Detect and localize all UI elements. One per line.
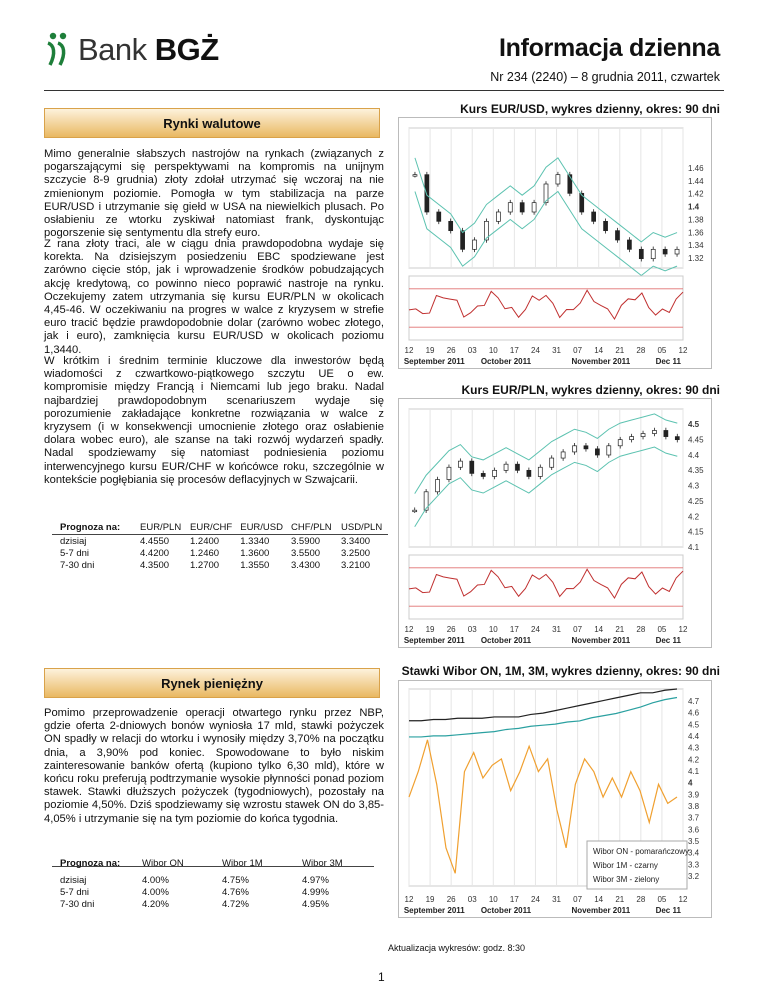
candle-body: [604, 221, 608, 230]
legend-entry: Wibor 3M - zielony: [593, 875, 660, 884]
x-tick-label: 31: [552, 346, 561, 355]
candle-body: [618, 440, 622, 446]
y-tick-label: 4.5: [688, 720, 700, 730]
x-tick-label: 05: [657, 346, 667, 355]
y-tick-label: 1.32: [688, 254, 704, 263]
x-tick-label: 03: [467, 895, 477, 904]
table-cell: dzisiaj: [60, 874, 87, 886]
chart-eurusd: [398, 117, 712, 369]
x-tick-label: 12: [678, 625, 688, 634]
candle-body: [413, 175, 417, 177]
fx-col-header: USD/PLN: [341, 521, 383, 533]
oscillator-panel: [409, 555, 683, 619]
legend-entry: Wibor 1M - czarny: [593, 861, 658, 870]
x-tick-label: 21: [615, 895, 625, 904]
table-row: [56, 535, 387, 547]
y-tick-label: 3.8: [688, 802, 700, 811]
money-col-header: Prognoza na:: [60, 857, 121, 869]
page-number: 1: [378, 970, 385, 984]
y-tick-label: 3.2: [688, 872, 700, 881]
table-row: [56, 898, 378, 910]
y-tick-label: 4: [688, 778, 693, 788]
candle-body: [532, 203, 536, 212]
x-tick-label: 17: [509, 625, 519, 634]
x-tick-label: 21: [615, 625, 625, 634]
x-tick-label: 24: [531, 625, 540, 634]
x-tick-label: 07: [573, 625, 583, 634]
x-tick-label: 12: [404, 625, 414, 634]
table-cell: 5-7 dni: [60, 886, 90, 898]
money-col-header: Wibor 1M: [222, 857, 263, 869]
table-row: [56, 559, 387, 571]
candle-body: [592, 212, 596, 221]
candle-body: [584, 446, 588, 449]
table-cell: 3.2100: [341, 559, 371, 571]
candle-body: [473, 240, 477, 249]
candle-body: [458, 461, 462, 467]
y-tick-label: 4.2: [688, 512, 700, 522]
chart-title-eurusd: Kurs EUR/USD, wykres dzienny, okres: 90 dni: [460, 102, 720, 116]
chart-title-eurpln: Kurs EUR/PLN, wykres dzienny, okres: 90 dni: [461, 383, 720, 397]
x-tick-label: 12: [404, 346, 414, 355]
table-cell: 4.75%: [222, 874, 249, 886]
fx-col-header: Prognoza na:: [60, 521, 121, 533]
table-cell: 5-7 dni: [60, 547, 90, 559]
y-tick-label: 4.25: [688, 496, 704, 506]
candle-body: [413, 510, 417, 512]
money-col-header: Wibor 3M: [302, 857, 343, 869]
fx-col-header: EUR/USD: [240, 521, 283, 533]
x-tick-label: 26: [446, 895, 456, 904]
y-tick-label: 3.4: [688, 848, 700, 858]
table-cell: 4.00%: [142, 886, 169, 898]
x-month-label: Dec 11: [655, 906, 681, 915]
x-tick-label: 10: [488, 895, 498, 904]
candle-body: [515, 464, 519, 470]
table-cell: 1.2700: [190, 559, 220, 571]
y-tick-label: 4.2: [688, 755, 700, 765]
candle-body: [449, 221, 453, 230]
candle-body: [437, 212, 441, 221]
y-tick-label: 3.6: [688, 825, 700, 835]
header-divider: [44, 90, 724, 91]
y-tick-label: 1.44: [688, 176, 704, 186]
x-month-label: November 2011: [571, 357, 631, 366]
x-month-label: September 2011: [403, 636, 465, 645]
y-tick-label: 4.15: [688, 527, 704, 537]
x-tick-label: 19: [425, 895, 435, 904]
y-tick-label: 3.9: [688, 790, 700, 800]
x-month-label: Dec 11: [655, 636, 681, 645]
x-tick-label: 19: [425, 346, 435, 355]
table-row: [56, 874, 378, 886]
candle-body: [651, 249, 655, 258]
candle-body: [481, 473, 485, 476]
fx-col-header: EUR/CHF: [190, 521, 233, 533]
candle-body: [504, 464, 508, 470]
y-tick-label: 3.5: [688, 837, 700, 846]
table-cell: 4.95%: [302, 898, 329, 910]
candle-body: [663, 249, 667, 254]
fx-col-header: EUR/PLN: [140, 521, 182, 533]
document-title: Informacja dzienna: [498, 34, 720, 62]
x-tick-label: 03: [467, 625, 477, 634]
y-tick-label: 4.7: [688, 697, 700, 706]
x-tick-label: 10: [488, 625, 498, 634]
y-tick-label: 3.7: [688, 813, 700, 823]
x-tick-label: 28: [636, 346, 646, 355]
candle-body: [561, 452, 565, 458]
money-paragraph-1: Pomimo przeprowadzenie operacji otwartego rynku przez NBP, gdzie oferta 2-dniowych bonów wyniosła 17 mld, stawki pożyczek ON spadły w relacji do wtorku i wynosiły między 3,70% na początku dnia, a 3,90% pod koniec. Spowodowane to było niskim zainteresowanie banków ofertą (kupiono tylko 6,30 mld), które w końcu roku preferują podtrzymanie wysokie płynności ponad poziom stawek. Stawki dłuższych pożyczek (tygodniowych), pozostały na poziomie 4,50%. Dziś spodziewamy się wzrostu stawek ON do 3,85-4,05% i utrzymanie się na tym poziomie do końca tygodnia.: [44, 707, 384, 825]
candle-body: [630, 437, 634, 440]
section-heading-fx: Rynki walutowe: [44, 108, 380, 138]
x-tick-label: 07: [573, 346, 583, 355]
candle-body: [639, 249, 643, 258]
table-cell: 3.4300: [291, 559, 321, 571]
candle-body: [573, 446, 577, 452]
y-tick-label: 1.46: [688, 164, 704, 173]
x-tick-label: 26: [446, 346, 456, 355]
candle-body: [607, 446, 611, 455]
x-month-label: September 2011: [403, 357, 465, 366]
y-tick-label: 4.45: [688, 435, 704, 445]
candle-body: [527, 470, 531, 476]
y-tick-label: 1.4: [688, 202, 700, 212]
candle-body: [461, 231, 465, 250]
table-cell: 4.4550: [140, 535, 170, 547]
candle-body: [496, 212, 500, 221]
oscillator-panel: [409, 276, 683, 340]
candle-body: [675, 437, 679, 440]
x-month-label: October 2011: [480, 357, 532, 366]
bank-logo-icon: [44, 31, 72, 69]
x-month-label: November 2011: [571, 906, 631, 915]
table-cell: 3.3400: [341, 535, 371, 547]
candle-body: [556, 175, 560, 184]
table-cell: 1.3600: [240, 547, 270, 559]
candle-body: [447, 467, 451, 479]
x-tick-label: 12: [404, 895, 414, 904]
document-subtitle: Nr 234 (2240) – 8 grudnia 2011, czwartek: [490, 70, 720, 84]
bank-logo: [44, 30, 219, 70]
fx-paragraph-2: Z rana złoty traci, ale w ciągu dnia prawdopodobna wydaje się korekta. Na dzisiejszym posiedzeniu EBC spodziewane jest zarówno cięcie stóp, jak i wprowadzenie środków pobudzających akcję kredytową, co powinno nieco poprawić nastroje na rynku. Oczekujemy zatem utrzymania się kursu EUR/PLN w okolicach 4,45-46. W oczekiwaniu na progres w walce z kryzysem w strefie euro tracić będzie prawdopodobnie dolar (zarówno wobec złotego, jak i euro), zamknięcia kursu EUR/USD w okolicach poziomu 1,3440.: [44, 238, 384, 356]
table-cell: 4.00%: [142, 874, 169, 886]
candle-body: [595, 449, 599, 455]
table-cell: 4.3500: [140, 559, 170, 571]
x-tick-label: 05: [657, 625, 667, 634]
x-tick-label: 17: [509, 895, 519, 904]
y-tick-label: 3.3: [688, 860, 700, 870]
legend-entry: Wibor ON - pomarańczowy: [593, 847, 690, 856]
y-tick-label: 1.42: [688, 189, 704, 199]
x-tick-label: 31: [552, 895, 561, 904]
table-cell: 4.99%: [302, 886, 329, 898]
candle-body: [627, 240, 631, 249]
table-cell: 4.4200: [140, 547, 170, 559]
candle-body: [493, 470, 497, 476]
candle-body: [508, 203, 512, 212]
candle-body: [664, 430, 668, 436]
x-tick-label: 17: [509, 346, 519, 355]
fx-forecast-table: [56, 519, 387, 571]
fx-paragraph-1: Mimo generalnie słabszych nastrojów na rynkach (związanych z pogarszającymi się perspektywami na kompromis na unijnym szczycie 8-9 grudnia) złoty zdołał utrzymać się wczoraj na nie zmienionym poziomie. Pomogła w tym stabilizacja na parze EUR/USD i utrzymanie się giełd w USA na niewielkich plusach. Po osłabieniu ze wtorku zyskiwał natomiast frank, dyskontując pogorszenie się sentymentu dla strefy euro.: [44, 148, 384, 240]
table-row: [56, 886, 378, 898]
table-cell: dzisiaj: [60, 535, 87, 547]
section-heading-money: Rynek pieniężny: [44, 668, 380, 698]
x-tick-label: 28: [636, 625, 646, 634]
table-cell: 1.2400: [190, 535, 220, 547]
chart-eurpln: [398, 398, 712, 648]
y-tick-label: 4.4: [688, 732, 700, 741]
x-tick-label: 05: [657, 895, 667, 904]
x-month-label: October 2011: [480, 636, 532, 645]
x-tick-label: 03: [467, 346, 477, 355]
table-cell: 4.72%: [222, 898, 249, 910]
fx-col-header: CHF/PLN: [291, 521, 332, 533]
y-tick-label: 4.4: [688, 450, 700, 460]
candle-body: [538, 467, 542, 476]
candle-body: [425, 175, 429, 212]
candle-body: [470, 461, 474, 473]
table-cell: 7-30 dni: [60, 559, 95, 571]
chart-wibor: [398, 680, 712, 918]
x-tick-label: 26: [446, 625, 456, 634]
candle-body: [641, 434, 645, 437]
x-tick-label: 31: [552, 625, 561, 634]
candle-body: [652, 430, 656, 433]
x-month-label: October 2011: [480, 906, 532, 915]
y-tick-label: 4.3: [688, 481, 700, 491]
table-row: [56, 547, 387, 559]
money-forecast-table: [56, 852, 378, 910]
table-cell: 4.97%: [302, 874, 329, 886]
table-cell: 1.3550: [240, 559, 270, 571]
x-tick-label: 28: [636, 895, 646, 904]
x-month-label: November 2011: [571, 636, 631, 645]
y-tick-label: 4.3: [688, 743, 700, 753]
chart-title-wibor: Stawki Wibor ON, 1M, 3M, wykres dzienny, okres: 90 dni: [401, 664, 720, 678]
y-tick-label: 4.1: [688, 543, 700, 552]
x-tick-label: 12: [678, 895, 688, 904]
y-tick-label: 4.6: [688, 708, 700, 718]
y-tick-label: 4.5: [688, 420, 700, 429]
x-tick-label: 24: [531, 895, 540, 904]
candle-body: [436, 480, 440, 492]
x-tick-label: 14: [594, 895, 604, 904]
candle-body: [675, 249, 679, 254]
x-tick-label: 14: [594, 625, 604, 634]
y-tick-label: 4.1: [688, 767, 700, 776]
y-tick-label: 4.35: [688, 466, 704, 476]
candle-body: [568, 175, 572, 194]
x-tick-label: 14: [594, 346, 604, 355]
x-tick-label: 10: [488, 346, 498, 355]
chart-update-note: Aktualizacja wykresów: godz. 8:30: [388, 943, 526, 953]
candle-body: [550, 458, 554, 467]
table-cell: 4.20%: [142, 898, 169, 910]
table-cell: 3.5500: [291, 547, 321, 559]
x-tick-label: 24: [531, 346, 540, 355]
fx-paragraph-3: W krótkim i średnim terminie kluczowe dla inwestorów będą wiadomości z czwartkowo-piątkowego szczytu UE o ew. kompromisie między Francją i Niemcami lub jego braku. Nadal najbardziej prawdopodobnym scenariuszem wydaje się porozumienie zakładające konkretne rozwiązania w walce z kryzysem (i w konsekwencji umocnienie złotego oraz osłabienie dolara wobec euro), ale szanse na taki rozwój wydarzeń spadły. Nadal spodziewamy się natomiast podniesienia poziomu interwencyjnego kursu EUR/CHF w końcówce roku, szczególnie w kontekście pogłębiania się procesów deflacyjnych w Szwajcarii.: [44, 355, 384, 486]
x-tick-label: 21: [615, 346, 625, 355]
table-cell: 3.5900: [291, 535, 321, 547]
table-cell: 1.3340: [240, 535, 270, 547]
table-cell: 1.2460: [190, 547, 220, 559]
x-tick-label: 07: [573, 895, 583, 904]
x-tick-label: 12: [678, 346, 688, 355]
money-col-header: Wibor ON: [142, 857, 184, 869]
table-cell: 7-30 dni: [60, 898, 95, 910]
table-cell: 3.2500: [341, 547, 371, 559]
table-cell: 4.76%: [222, 886, 249, 898]
x-month-label: September 2011: [403, 906, 465, 915]
candle-body: [615, 231, 619, 240]
x-tick-label: 19: [425, 625, 435, 634]
y-tick-label: 1.38: [688, 215, 704, 225]
y-tick-label: 1.34: [688, 241, 704, 251]
candle-body: [520, 203, 524, 212]
bank-logo-text: Bank BGŻ: [78, 32, 219, 67]
y-tick-label: 1.36: [688, 228, 704, 238]
x-month-label: Dec 11: [655, 357, 681, 366]
